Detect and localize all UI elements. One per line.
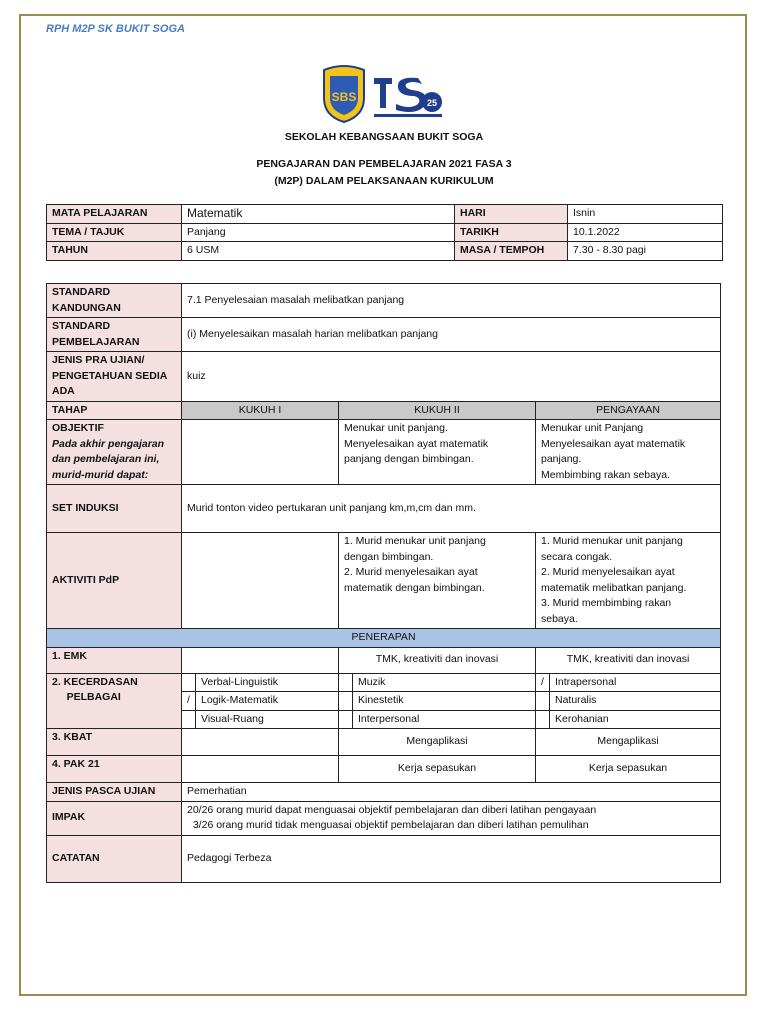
objektif-kukuh2: Menukar unit panjang. Menyelesaikan ayat matematik panjang dengan bimbingan.: [339, 420, 536, 485]
penerapan-header: PENERAPAN: [47, 629, 721, 648]
document-subtitle: PENGAJARAN DAN PEMBELAJARAN 2021 FASA 3: [256, 158, 512, 170]
standard-pembelajaran-label: STANDARD PEMBELAJARAN: [47, 318, 182, 352]
kbat-kukuh1: [182, 729, 339, 756]
hari-value: Isnin: [568, 205, 723, 224]
check-muzik: [339, 673, 353, 692]
standard-kandungan-value: 7.1 Penyelesaian masalah melibatkan panjang: [182, 284, 721, 318]
tahap-label: TAHAP: [47, 401, 182, 420]
kecerdasan-label: 2. KECERDASAN PELBAGAI: [47, 673, 182, 729]
tema-label: TEMA / TAJUK: [47, 223, 182, 242]
tarikh-label: TARIKH: [455, 223, 568, 242]
tarikh-value: 10.1.2022: [568, 223, 723, 242]
set-induksi-value: Murid tonton video pertukaran unit panjang km,m,cm dan mm.: [182, 485, 721, 533]
aktiviti-kukuh1: [182, 533, 339, 629]
masa-label: MASA / TEMPOH: [455, 242, 568, 261]
kp-kerohanian: Kerohanian: [550, 710, 721, 729]
document-subtitle-2: (M2P) DALAM PELAKSANAAN KURIKULUM: [274, 175, 494, 187]
emk-kukuh1: [182, 647, 339, 673]
kbat-pengayaan: Mengaplikasi: [536, 729, 721, 756]
catatan-label: CATATAN: [47, 835, 182, 882]
check-kerohanian: [536, 710, 550, 729]
check-naturalis: [536, 692, 550, 711]
emk-pengayaan: TMK, kreativiti dan inovasi: [536, 647, 721, 673]
tahun-value: 6 USM: [182, 242, 455, 261]
kp-naturalis: Naturalis: [550, 692, 721, 711]
kp-verbal: Verbal-Linguistik: [196, 673, 339, 692]
info-table: [46, 204, 723, 261]
aktiviti-label: AKTIVITI PdP: [47, 533, 182, 629]
school-crest-icon: [324, 66, 364, 122]
check-kinestetik: [339, 692, 353, 711]
pak21-pengayaan: Kerja sepasukan: [536, 756, 721, 783]
ts25-number: 25: [426, 98, 438, 108]
kbat-kukuh2: Mengaplikasi: [339, 729, 536, 756]
pak21-kukuh2: Kerja sepasukan: [339, 756, 536, 783]
standard-pembelajaran-value: (i) Menyelesaikan masalah harian melibatkan panjang: [182, 318, 721, 352]
jenis-pra-ujian-label: JENIS PRA UJIAN/ PENGETAHUAN SEDIA ADA: [47, 352, 182, 402]
check-interpersonal: [339, 710, 353, 729]
kbat-label: 3. KBAT: [47, 729, 182, 756]
kp-interpersonal: Interpersonal: [353, 710, 536, 729]
kp-muzik: Muzik: [353, 673, 536, 692]
emk-label: 1. EMK: [47, 647, 182, 673]
pak21-label: 4. PAK 21: [47, 756, 182, 783]
check-visual: [182, 710, 196, 729]
kukuh2-header: KUKUH II: [339, 401, 536, 420]
masa-value: 7.30 - 8.30 pagi: [568, 242, 723, 261]
set-induksi-label: SET INDUKSI: [47, 485, 182, 533]
pak21-kukuh1: [182, 756, 339, 783]
kukuh1-header: KUKUH I: [182, 401, 339, 420]
pasca-ujian-label: JENIS PASCA UJIAN: [47, 783, 182, 802]
jenis-pra-ujian-value: kuiz: [182, 352, 721, 402]
check-logik: /: [182, 692, 196, 711]
objektif-kukuh1: [182, 420, 339, 485]
pasca-ujian-value: Pemerhatian: [182, 783, 721, 802]
check-verbal: [182, 673, 196, 692]
kp-intrapersonal: Intrapersonal: [550, 673, 721, 692]
check-intrapersonal: /: [536, 673, 550, 692]
document-header: RPH M2P SK BUKIT SOGA: [46, 23, 185, 35]
impak-label: IMPAK: [47, 801, 182, 835]
standard-kandungan-label: STANDARD KANDUNGAN: [47, 284, 182, 318]
mata-pelajaran-value: Matematik: [182, 205, 455, 224]
pengayaan-header: PENGAYAAN: [536, 401, 721, 420]
ts25-logo-icon: [374, 78, 442, 117]
lesson-plan-table: [46, 283, 721, 883]
mata-pelajaran-label: MATA PELAJARAN: [47, 205, 182, 224]
kp-logik: Logik-Matematik: [196, 692, 339, 711]
tahun-label: TAHUN: [47, 242, 182, 261]
kp-visual: Visual-Ruang: [196, 710, 339, 729]
emk-kukuh2: TMK, kreativiti dan inovasi: [339, 647, 536, 673]
school-name: SEKOLAH KEBANGSAAN BUKIT SOGA: [284, 131, 484, 143]
aktiviti-kukuh2: 1. Murid menukar unit panjang dengan bimbingan. 2. Murid menyelesaikan ayat matematik dengan bimbingan.: [339, 533, 536, 629]
tema-value: Panjang: [182, 223, 455, 242]
objektif-label: OBJEKTIF Pada akhir pengajaran dan pembelajaran ini, murid-murid dapat:: [47, 420, 182, 485]
hari-label: HARI: [455, 205, 568, 224]
objektif-pengayaan: Menukar unit Panjang Menyelesaikan ayat matematik panjang. Membimbing rakan sebaya.: [536, 420, 721, 485]
catatan-value: Pedagogi Terbeza: [182, 835, 721, 882]
crest-text: SBS: [331, 90, 357, 104]
impak-value: 20/26 orang murid dapat menguasai objektif pembelajaran dan diberi latihan pengayaan 3/26 orang murid tidak menguasai objektif pembelajaran dan diberi latihan pemulihan: [182, 801, 721, 835]
kp-kinestetik: Kinestetik: [353, 692, 536, 711]
school-logos: [318, 64, 450, 124]
aktiviti-pengayaan: 1. Murid menukar unit panjang secara congak. 2. Murid menyelesaikan ayat matematik melibatkan panjang. 3. Murid membimbing rakan sebaya.: [536, 533, 721, 629]
